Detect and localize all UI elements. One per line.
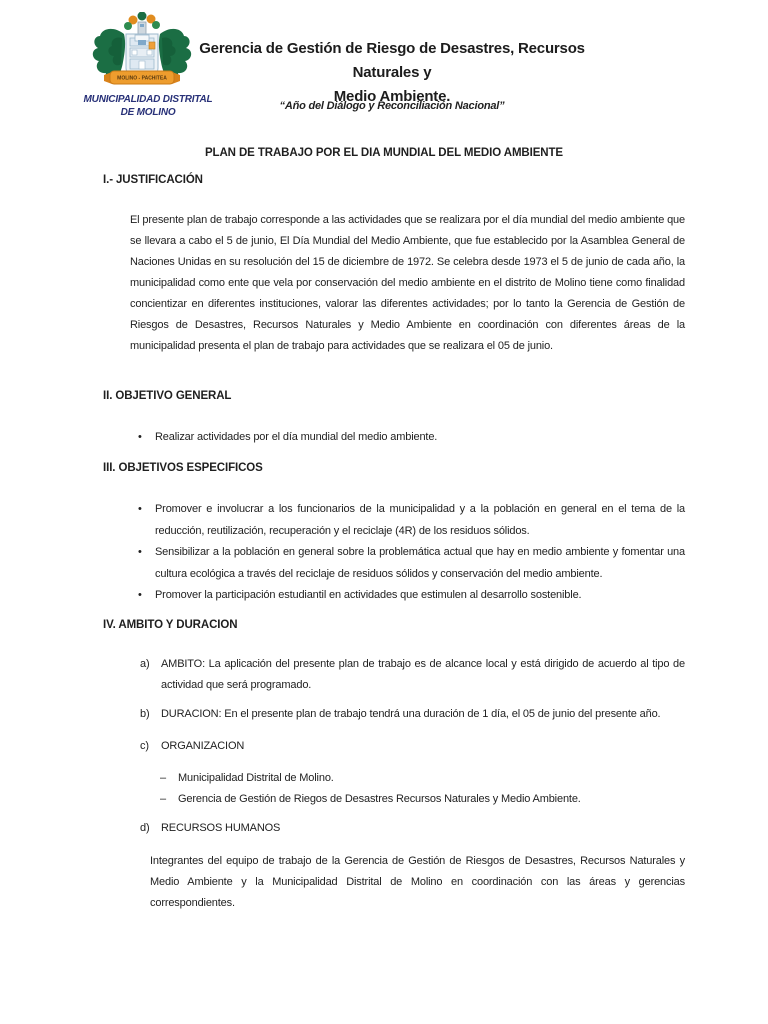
logo-banner-text: MOLINO - PACHITEA xyxy=(117,75,167,82)
dash-icon: – xyxy=(160,772,167,784)
item-letter: b) xyxy=(140,708,150,720)
organizacion-text: ORGANIZACION xyxy=(161,740,245,752)
general-objective-item xyxy=(138,427,685,449)
organization-sub-item xyxy=(160,768,680,789)
organization-sub-text: Municipalidad Distrital de Molino. xyxy=(178,772,334,784)
specific-objective-item xyxy=(138,499,685,542)
recursos-humanos-item xyxy=(140,818,685,839)
organization-sub-list xyxy=(160,768,680,810)
section-iii-heading: III. OBJETIVOS ESPECIFICOS xyxy=(103,462,263,474)
document-title: PLAN DE TRABAJO POR EL DIA MUNDIAL DEL MEDIO AMBIENTE xyxy=(204,147,564,159)
specific-objective-text: Promover e involucrar a los funcionarios de la municipalidad y a la población en general en el tema de la reducción, reutilización, recuperación y el reciclaje (4R) de los residuos sólidos. xyxy=(155,503,685,537)
specific-objective-item xyxy=(138,585,685,607)
specific-objective-text: Promover la participación estudiantil en actividades que estimulen al desarrollo sostenible. xyxy=(155,589,582,601)
section-i-heading: I.- JUSTIFICACIÓN xyxy=(103,174,203,186)
department-title-line2: Medio Ambiente. xyxy=(333,88,451,105)
organization-sub-item xyxy=(160,789,680,810)
logo-crest-decorations xyxy=(124,12,160,34)
organization-sub-text: Gerencia de Gestión de Riegos de Desastres Recursos Naturales y Medio Ambiente. xyxy=(178,793,581,805)
general-objective-list xyxy=(138,427,685,449)
bullet-icon: • xyxy=(138,589,142,601)
logo-caption-line2: DE MOLINO xyxy=(120,107,176,118)
item-letter: a) xyxy=(140,658,150,670)
organizacion-item xyxy=(140,736,685,757)
section-iv-heading: IV. AMBITO Y DURACION xyxy=(103,619,238,631)
specific-objective-text: Sensibilizar a la población en general sobre la problemática actual que hay en medio ambiente y fomentar una cultura ecológica a través del reciclaje de residuos sólidos y conservación del medio ambiente. xyxy=(155,546,685,580)
item-letter: d) xyxy=(140,822,150,834)
human-resources-paragraph: Integrantes del equipo de trabajo de la Gerencia de Gestión de Riesgos de Desastres, Recursos Naturales y Medio Ambiente y la Municipalidad Distrital de Molino en coordinación con las áreas y gerencias correspondientes. xyxy=(150,855,685,909)
bullet-icon: • xyxy=(138,546,142,558)
logo-caption-line1: MUNICIPALIDAD DISTRITAL xyxy=(83,94,213,105)
specific-objective-item xyxy=(138,542,685,585)
specific-objectives-list xyxy=(138,499,685,607)
justification-paragraph: El presente plan de trabajo corresponde a las actividades que se realizara por el día mundial del medio ambiente que se llevara a cabo el 5 de junio, El Día Mundial del Medio Ambiente, que fue establecido por la Asamblea General de Naciones Unidas en su resolución del 15 de diciembre de 1972. Se celebra desde 1973 el 5 de junio de cada año, la municipalidad como ente que vela por conservación del medio ambiente en el distrito de Molino tiene como finalidad concientizar en diferentes instituciones, valorar las diferentes actividades; por lo tanto la Gerencia de Gestión de Riesgos de Desastres, Recursos Naturales y Medio Ambiente en coordinación con diferentes áreas de la municipalidad presenta el plan de trabajo para actividades que se realizara el 05 de junio. xyxy=(130,214,685,352)
general-objective-text: Realizar actividades por el día mundial del medio ambiente. xyxy=(155,431,438,443)
duracion-item xyxy=(140,704,685,725)
bullet-icon: • xyxy=(138,431,142,443)
department-title-line1: Gerencia de Gestión de Riesgo de Desastres, Recursos Naturales y xyxy=(199,40,585,81)
ambito-text: AMBITO: La aplicación del presente plan de trabajo es de alcance local y está dirigido de acuerdo al tipo de actividad que será programado. xyxy=(161,658,685,691)
duracion-text: DURACION: En el presente plan de trabajo tendrá una duración de 1 día, el 05 de junio del presente año. xyxy=(161,708,661,720)
item-letter: c) xyxy=(140,740,149,752)
department-title xyxy=(170,37,614,109)
ambito-item xyxy=(140,654,685,696)
recursos-humanos-text: RECURSOS HUMANOS xyxy=(161,822,281,834)
national-year-slogan: “Año del Diálogo y Reconciliación Nacional” xyxy=(279,100,505,112)
section-ii-heading: II. OBJETIVO GENERAL xyxy=(103,390,232,402)
bullet-icon: • xyxy=(138,503,142,515)
logo-banner xyxy=(104,71,180,84)
dash-icon: – xyxy=(160,793,167,805)
